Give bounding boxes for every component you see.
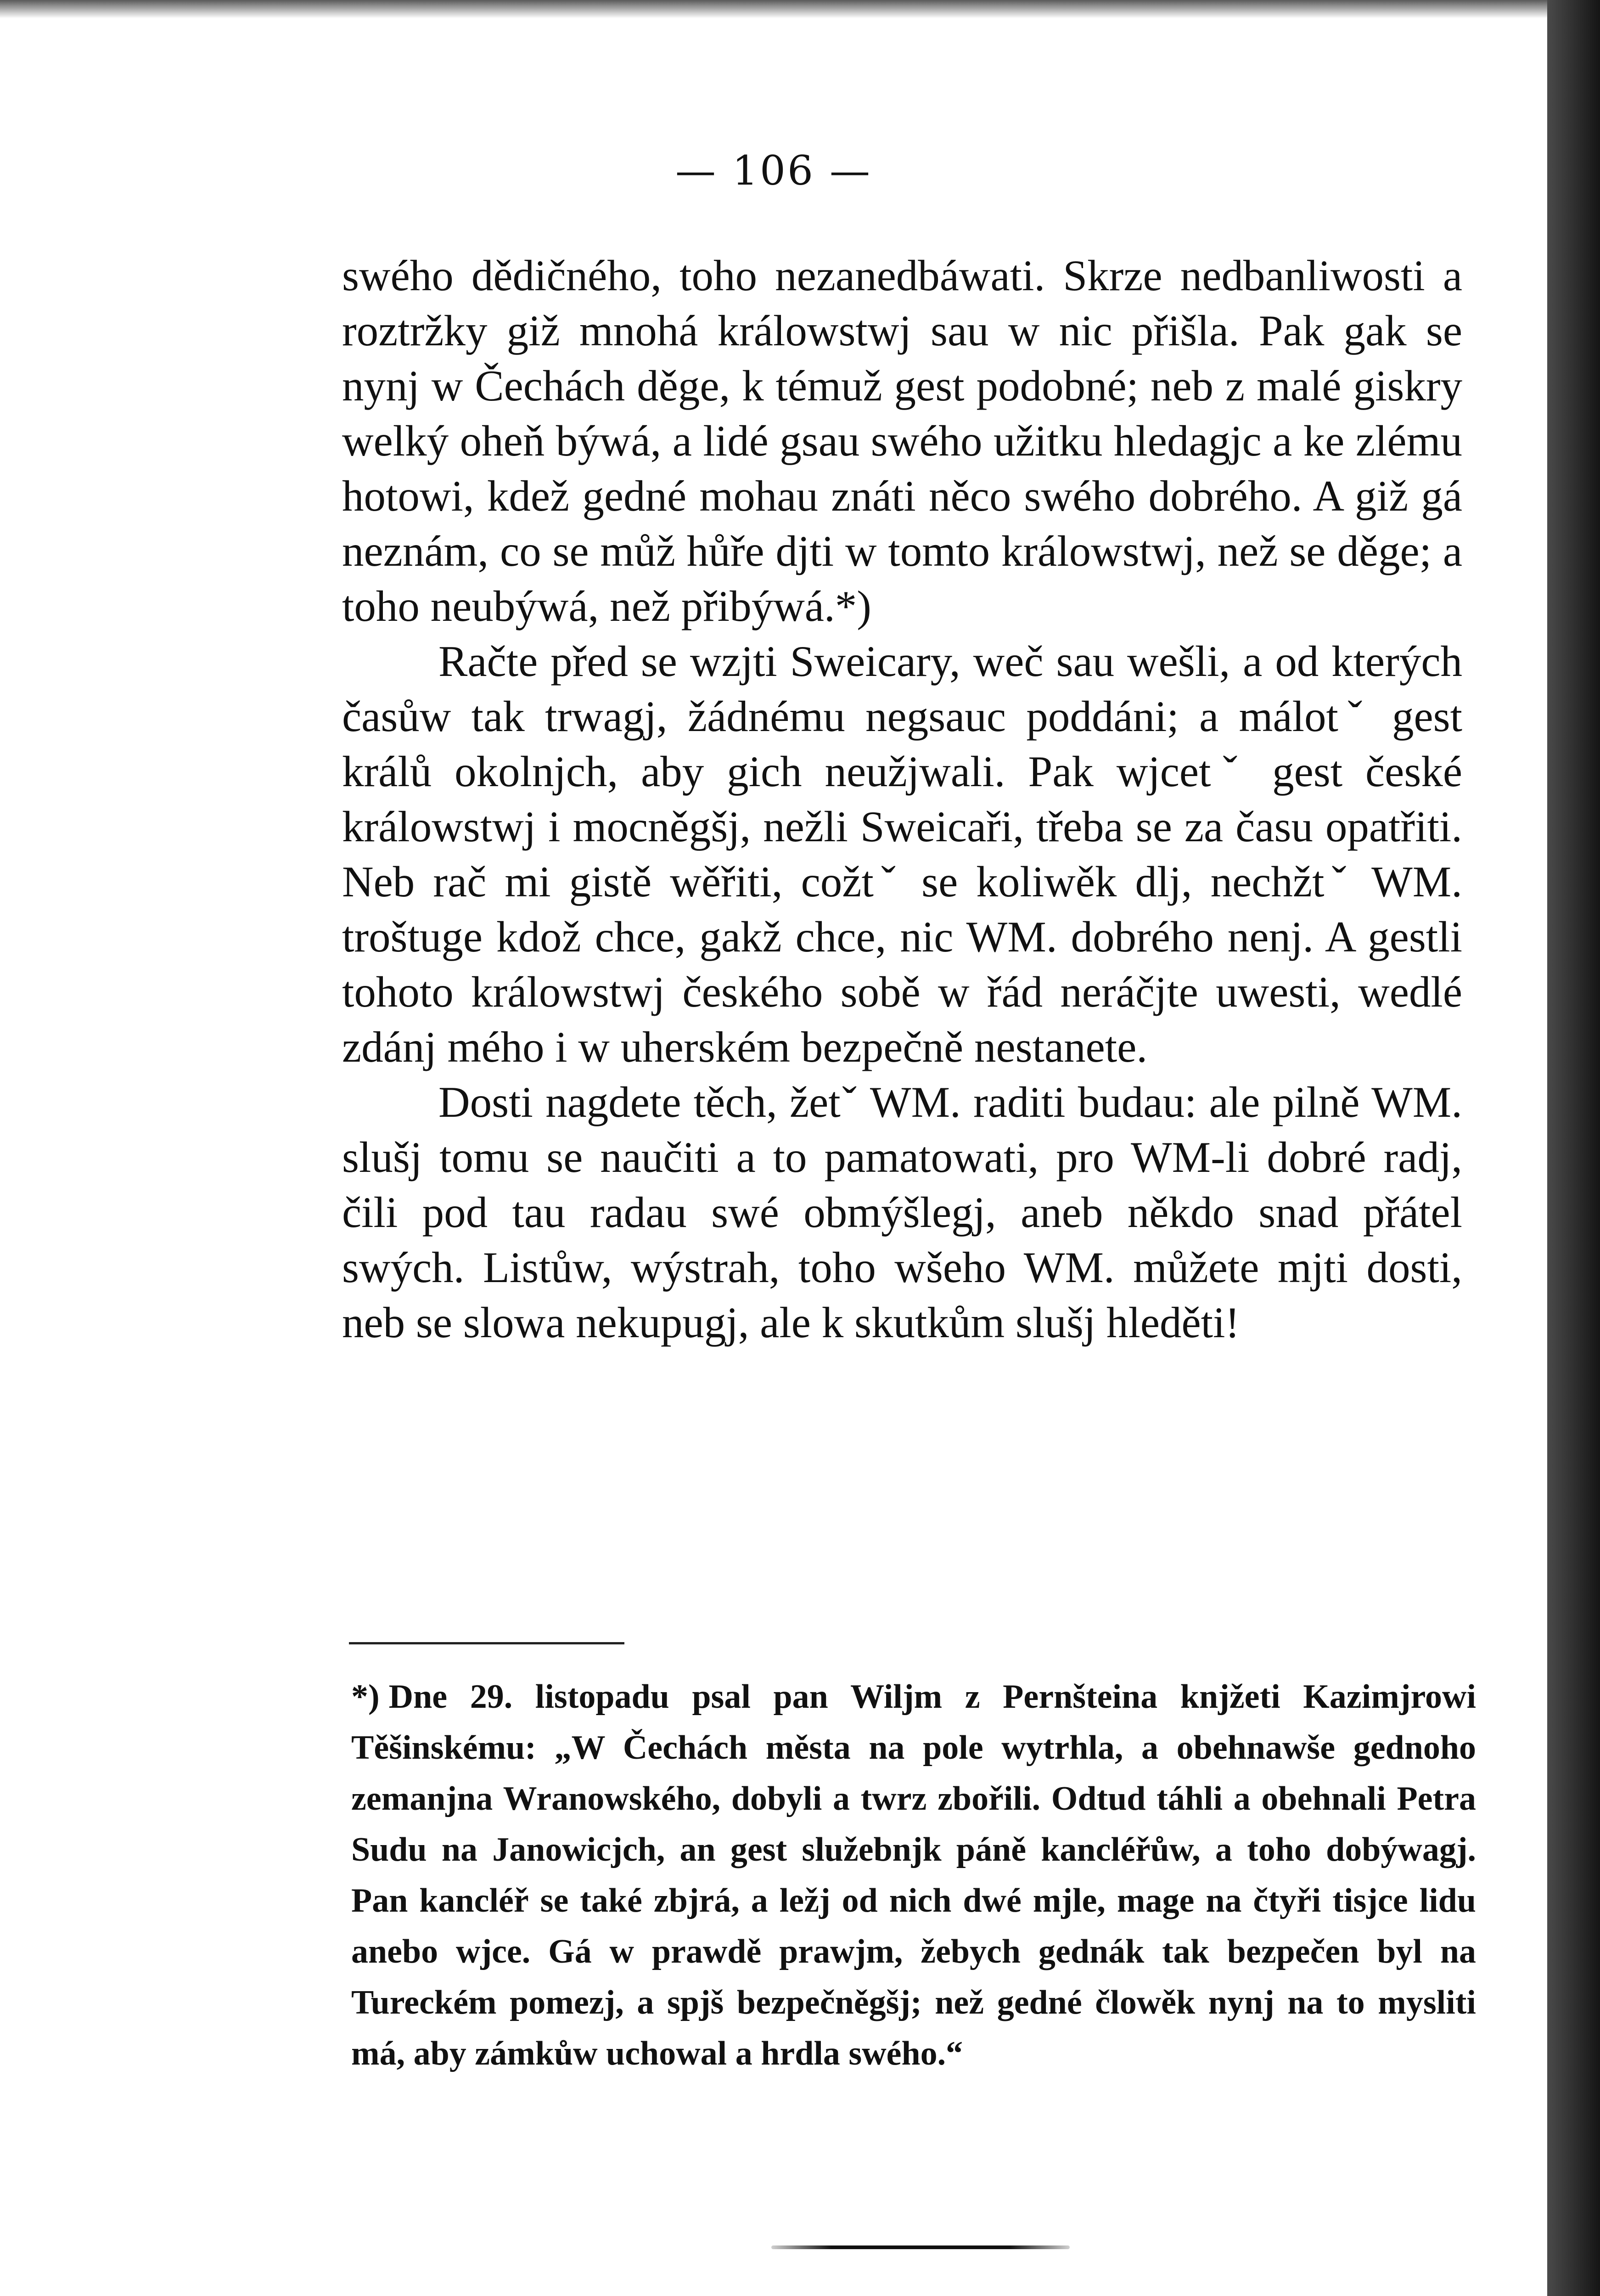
page-number-header: — 106 — xyxy=(675,147,872,194)
paragraph-2: Račte před se wzjti Sweicary, weč sau wešli, a od kterých časůw tak trwagj, žádnému negsauc poddáni; a málotˇ gest králů okolnjch, aby gich neužjwali. Pak wjcetˇ gest české králowstwj i mocněgšj, nežli Sweicaři, třeba se za času opatřiti. Neb rač mi gistě wěřiti, cožtˇ se koliwěk dlj, nechžtˇ WM. troštuge kdož chce, gakž chce, nic WM. dobrého nenj. A gestli tohoto králowstwj českého sobě w řád neráčjte uwesti, wedlé zdánj mého i w uherském bezpečně nestanete. xyxy=(342,637,1462,1071)
paragraph-1: swého dědičného, toho nezanedbáwati. Skrze nedbanliwosti a roztržky giž mnohá králowstwj sau w nic přišla. Pak gak se nynj w Čechách děge, k témuž gest podobné; neb z malé giskry welký oheň býwá, a lidé gsau swého užitku hledagjc a ke zlému hotowi, kdež gedné mohau znáti něco swého dobrého. A giž gá neznám, co se můž hůře djti w tomto králowstwj, než se děge; a toho neubýwá, než přibýwá.*) xyxy=(342,251,1462,630)
footnote-paragraph xyxy=(351,1671,1476,2079)
main-text xyxy=(342,248,1462,1350)
paragraph-3: Dosti nagdete těch, žetˇ WM. raditi budau: ale pilně WM. slušj tomu se naučiti a to pamatowati, pro WM-li dobré radj, čili pod tau radau swé obmýšlegj, aneb někdo snad přátel swých. Listůw, wýstrah, toho wšeho WM. můžete mjti dosti, neb se slowa nekupugj, ale k skutkům slušj hleděti! xyxy=(342,1078,1462,1347)
footnote-text: Dne 29. listopadu psal pan Wiljm z Pernšteina knjžeti Kazimjrowi Těšinskému: „W Čechách města na pole wytrhla, a obehnawše gednoho zemanjna Wranowského, dobyli a twrz zbořili. Odtud táhli a obehnali Petra Sudu na Janowicjch, an gest služebnjk páně kancléřůw, a toho dobýwagj. Pan kancléř se také zbjrá, a ležj od nich dwé mjle, mage na čtyři tisjce lidu anebo wjce. Gá w prawdě prawjm, žebych gednák tak bezpečen byl na Tureckém pomezj, a spjš bezpečněgšj; než gedné člowěk nynj na to mysliti má, aby zámkůw uchowal a hrdla swého.“ xyxy=(351,1678,1476,2072)
footnote-marker: *) xyxy=(351,1678,380,1716)
footnote xyxy=(351,1671,1476,2079)
end-ornament-rule xyxy=(771,2245,1070,2249)
scan-shadow xyxy=(0,0,1547,18)
footnote-separator xyxy=(349,1642,624,1644)
scan-right-edge xyxy=(1547,0,1600,2296)
